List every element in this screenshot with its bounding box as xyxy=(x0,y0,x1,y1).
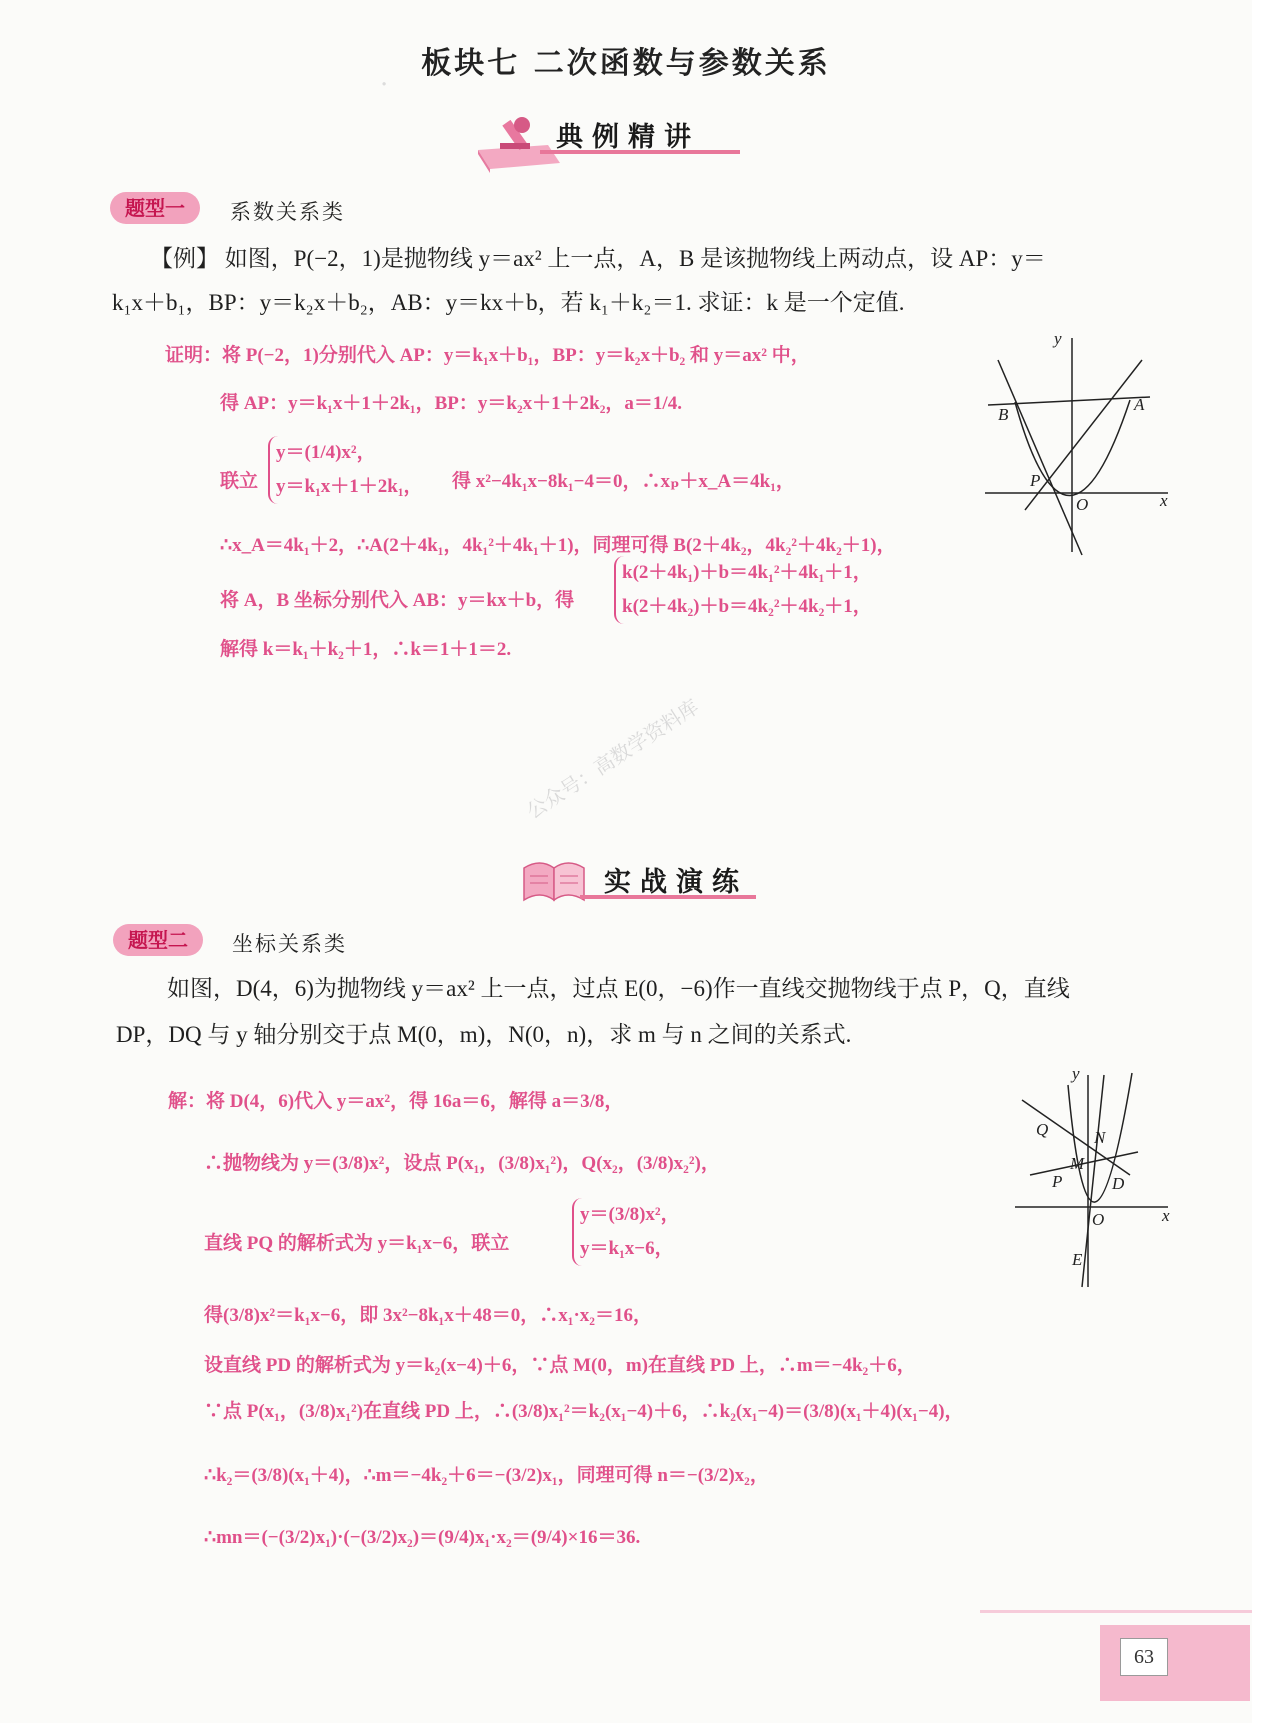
graph-label-origin: O xyxy=(1076,495,1089,514)
proof-line: 得 AP：y＝k₁x＋1＋2k₁，BP：y＝k₂x＋1＋2k₂，a＝1/4. xyxy=(220,393,682,414)
graph-label-p: P xyxy=(1052,1172,1063,1191)
graph-label-n: N xyxy=(1094,1128,1106,1147)
proof-line: 解得 k＝k₁＋k₂＋1，∴k＝1＋1＝2. xyxy=(220,639,512,660)
problem-line: DP，DQ 与 y 轴分别交于点 M(0，m)，N(0，n)，求 m 与 n 之间的关系式. xyxy=(116,1022,852,1047)
line-pq xyxy=(1082,1075,1104,1287)
parabola-graph-1 xyxy=(980,330,1180,560)
telescope-icon xyxy=(470,105,570,175)
system-equation: k(2＋4k₂)＋b＝4k₂²＋4k₂＋1， xyxy=(622,596,872,617)
solution-line: ∵点 P(x₁，(3/8)x₁²)在直线 PD 上，∴(3/8)x₁²＝k₂(x₁−4)＋6，∴k₂(x₁−4)＝(3/8)(x₁＋4)(x₁−4)， xyxy=(204,1401,964,1422)
graph-label-x: x xyxy=(1162,1206,1170,1225)
solution-line: 设直线 PD 的解析式为 y＝k₂(x−4)＋6，∵点 M(0，m)在直线 PD 上，∴m＝−4k₂＋6， xyxy=(204,1355,916,1376)
equation-system xyxy=(614,556,872,624)
banner-practice xyxy=(520,848,770,918)
problem-line: 【例】 如图，P(−2，1)是抛物线 y＝ax² 上一点，A，B 是该抛物线上两动点，设 AP：y＝ xyxy=(150,246,1046,271)
solution-line: ∴k₂＝(3/8)(x₁＋4)，∴m＝−4k₂＋6＝−(3/2)x₁，同理可得 n＝−(3/2)x₂， xyxy=(204,1465,769,1486)
proof-label: 将 A，B 坐标分别代入 AB：y＝kx＋b，得 xyxy=(220,590,575,611)
system-equation: y＝k₁x＋1＋2k₁， xyxy=(276,476,423,497)
solution-line: 得(3/8)x²＝k₁x−6，即 3x²−8k₁x＋48＝0，∴x₁·x₂＝16， xyxy=(204,1305,652,1326)
page-title: 板块七 二次函数与参数关系 xyxy=(421,46,831,81)
graph-label-origin: O xyxy=(1092,1210,1105,1229)
type-tag: 题型一 xyxy=(110,192,200,224)
graph-label-a: A xyxy=(1134,395,1145,414)
solution-label: 直线 PQ 的解析式为 y＝k₁x−6，联立 xyxy=(204,1233,510,1254)
parabola-graph-2 xyxy=(1010,1065,1180,1295)
system-equation: k(2＋4k₁)＋b＝4k₁²＋4k₁＋1， xyxy=(622,562,872,583)
banner-title: 典例精讲 xyxy=(556,122,700,153)
bleed-through-text: · xyxy=(380,70,389,100)
graph-label-y: y xyxy=(1054,330,1062,348)
equation-system xyxy=(572,1198,680,1266)
graph-label-m: M xyxy=(1070,1154,1085,1173)
solution-line: ∴mn＝(−(3/2)x₁)·(−(3/2)x₂)＝(9/4)x₁·x₂＝(9/4)×16＝36. xyxy=(204,1527,641,1548)
banner-title: 实战演练 xyxy=(604,867,748,898)
graph-label-b: B xyxy=(998,405,1009,424)
system-equation: y＝(3/8)x²， xyxy=(580,1204,680,1225)
watermark: 公众号：高数学资料库 xyxy=(522,694,703,824)
system-equation: y＝(1/4)x²， xyxy=(276,442,376,463)
proof-line: ∴x_A＝4k₁＋2，∴A(2＋4k₁，4k₁²＋4k₁＋1)，同理可得 B(2＋4k₂，4k₂²＋4k₂＋1)， xyxy=(220,535,896,556)
page-number: 63 xyxy=(1120,1638,1168,1676)
line-bp xyxy=(998,360,1082,555)
line-ap xyxy=(1025,360,1142,510)
graph-label-d: D xyxy=(1112,1174,1125,1193)
type-tag: 题型二 xyxy=(113,924,203,956)
proof-label: 联立 xyxy=(220,471,259,492)
system-equation: y＝k₁x−6， xyxy=(580,1238,674,1259)
graph-label-e: E xyxy=(1072,1250,1083,1269)
line-ab xyxy=(988,397,1150,405)
page-edge xyxy=(1252,0,1280,1723)
graph-label-p: P xyxy=(1030,471,1041,490)
type-title: 系数关系类 xyxy=(230,200,345,224)
footer-rule xyxy=(980,1610,1252,1613)
graph-label-x: x xyxy=(1160,491,1168,510)
solution-line: ∴抛物线为 y＝(3/8)x²，设点 P(x₁，(3/8)x₁²)，Q(x₂，(3/8)x₂²)， xyxy=(204,1153,720,1174)
book-icon xyxy=(520,848,590,908)
problem-line: k₁x＋b₁，BP：y＝k₂x＋b₂，AB：y＝kx＋b，若 k₁＋k₂＝1. 求证：k 是一个定值. xyxy=(112,290,905,315)
proof-line: 证明：将 P(−2，1)分别代入 AP：y＝k₁x＋b₁，BP：y＝k₂x＋b₂ 和 y＝ax² 中， xyxy=(165,345,810,366)
problem-line: 如图，D(4，6)为抛物线 y＝ax² 上一点，过点 E(0，−6)作一直线交抛物线于点 P，Q，直线 xyxy=(167,976,1070,1001)
equation-system xyxy=(268,436,423,504)
graph-label-q: Q xyxy=(1036,1120,1049,1139)
proof-line: 得 x²−4k₁x−8k₁−4＝0，∴xₚ＋x_A＝4k₁， xyxy=(452,471,795,492)
graph-label-y: y xyxy=(1072,1065,1080,1083)
banner-examples xyxy=(470,105,770,175)
solution-line: 解：将 D(4，6)代入 y＝ax²，得 16a＝6，解得 a＝3/8， xyxy=(168,1091,624,1112)
type-title: 坐标关系类 xyxy=(232,932,347,956)
